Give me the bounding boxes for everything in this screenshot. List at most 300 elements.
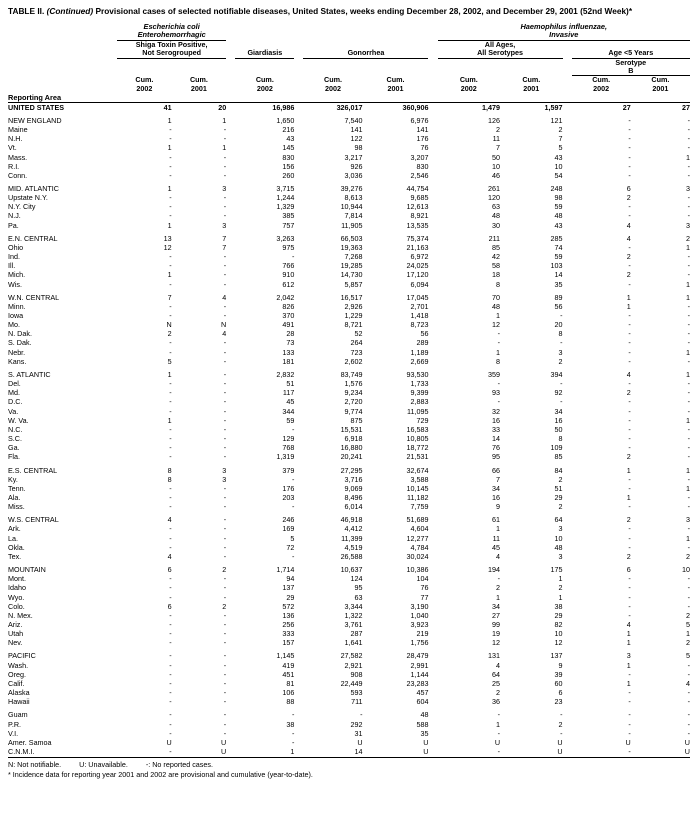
cell-gonorrhea-cum-2002: 7,268 xyxy=(344,252,363,262)
column-separator xyxy=(563,484,572,493)
cell-hflu-b-cum-2002: - xyxy=(628,688,631,698)
column-separator xyxy=(294,466,303,475)
cell-hflu-b-cum-2001: - xyxy=(687,434,690,444)
column-separator xyxy=(428,261,437,270)
row-area-label: Ark. xyxy=(8,524,21,534)
cell-ecoli-cum-2001: 1 xyxy=(222,115,227,125)
cell-gonorrhea-cum-2002: 3,217 xyxy=(344,152,363,162)
column-separator xyxy=(294,574,303,583)
row-area-label: Wis. xyxy=(8,279,22,289)
cell-giardiasis-cum-2002: 3,715 xyxy=(276,183,295,193)
cell-ecoli-cum-2002: - xyxy=(169,338,172,348)
column-separator xyxy=(226,493,235,502)
cell-hflu-b-cum-2001: 1 xyxy=(686,242,690,252)
column-separator xyxy=(563,710,572,719)
column-separator xyxy=(428,710,437,719)
cell-ecoli-cum-2002: - xyxy=(169,443,172,453)
row-area-label: Ariz. xyxy=(8,620,23,629)
cell-gonorrhea-cum-2002: 19,285 xyxy=(340,261,363,271)
row-area-label: E.N. CENTRAL xyxy=(8,233,58,243)
column-separator xyxy=(226,211,235,220)
column-separator xyxy=(294,280,303,289)
column-separator xyxy=(294,738,303,747)
cell-hflu-b-cum-2002: - xyxy=(628,728,631,738)
cell-hflu-b-cum-2002: 1 xyxy=(626,678,631,688)
cell-hflu-all-cum-2001: 2 xyxy=(558,502,563,512)
cell-hflu-b-cum-2002: 1 xyxy=(626,465,631,475)
cell-hflu-all-cum-2002: 34 xyxy=(492,601,501,611)
cell-hflu-all-cum-2002: 120 xyxy=(488,193,501,203)
table-row xyxy=(8,388,690,397)
column-separator xyxy=(226,270,235,279)
cell-hflu-b-cum-2002: - xyxy=(628,434,631,444)
cell-hflu-all-cum-2002: 2 xyxy=(496,583,501,593)
cell-ecoli-cum-2001: - xyxy=(223,397,227,407)
cell-giardiasis-cum-2002: 29 xyxy=(286,592,295,602)
column-separator xyxy=(563,379,572,388)
column-separator xyxy=(428,134,437,143)
cell-gonorrhea-cum-2001: 141 xyxy=(416,125,429,135)
cell-hflu-b-cum-2002: - xyxy=(628,347,631,357)
cell-gonorrhea-cum-2001: 23,283 xyxy=(406,678,429,688)
cell-hflu-b-cum-2001: - xyxy=(687,492,690,502)
column-separator xyxy=(428,638,437,647)
row-area-label: Nebr. xyxy=(8,347,26,357)
header-cum-ecoli-2002: Cum. 2002 xyxy=(135,75,154,93)
cell-ecoli-cum-2001: - xyxy=(223,592,227,602)
cell-hflu-b-cum-2001: 3 xyxy=(686,515,690,525)
column-separator xyxy=(428,252,437,261)
cell-hflu-b-cum-2002: - xyxy=(628,202,631,212)
cell-hflu-b-cum-2002: - xyxy=(628,542,631,552)
column-separator xyxy=(563,524,572,533)
cell-hflu-all-cum-2001: 109 xyxy=(550,443,563,453)
cell-hflu-all-cum-2002: 93 xyxy=(492,388,501,398)
row-area-label: C.N.M.I. xyxy=(8,747,35,757)
column-separator xyxy=(294,443,303,452)
column-separator xyxy=(428,466,437,475)
cell-hflu-b-cum-2001: - xyxy=(687,202,690,212)
cell-gonorrhea-cum-2002: 2,720 xyxy=(344,397,363,407)
column-separator xyxy=(226,143,235,152)
cell-hflu-b-cum-2001: - xyxy=(687,592,690,602)
column-separator xyxy=(428,629,437,638)
header-cum-hflu-b-2002: Cum. 2002 xyxy=(592,75,611,93)
column-separator xyxy=(226,280,235,289)
cell-hflu-b-cum-2001: - xyxy=(687,356,690,366)
row-area-label: N.C. xyxy=(8,424,23,434)
column-separator xyxy=(563,348,572,357)
cell-hflu-all-cum-2002: 27 xyxy=(492,610,501,620)
header-age5: Age <5 Years xyxy=(572,40,690,58)
cell-hflu-all-cum-2001: 92 xyxy=(554,388,563,398)
column-separator xyxy=(563,638,572,647)
cell-hflu-all-cum-2001: 1,597 xyxy=(544,102,563,112)
cell-gonorrhea-cum-2001: 8,921 xyxy=(410,211,429,221)
column-separator xyxy=(226,116,235,125)
column-separator xyxy=(563,357,572,366)
cell-ecoli-cum-2001: 20 xyxy=(218,102,227,112)
row-area-label: R.I. xyxy=(8,161,20,171)
cell-gonorrhea-cum-2002: 1,641 xyxy=(344,638,363,648)
cell-ecoli-cum-2002: 41 xyxy=(163,102,172,112)
table-row xyxy=(8,125,690,134)
cell-hflu-b-cum-2002: - xyxy=(628,397,631,407)
cell-giardiasis-cum-2002: 830 xyxy=(282,152,295,162)
cell-ecoli-cum-2001: - xyxy=(223,356,227,366)
cell-gonorrhea-cum-2001: 6,094 xyxy=(410,279,429,289)
cell-giardiasis-cum-2002: 491 xyxy=(282,320,295,330)
cell-gonorrhea-cum-2002: 287 xyxy=(350,629,363,639)
cell-hflu-b-cum-2002: 4 xyxy=(626,369,631,379)
cell-gonorrhea-cum-2002: 122 xyxy=(350,134,363,144)
column-separator xyxy=(226,171,235,180)
cell-gonorrhea-cum-2002: 39,276 xyxy=(340,183,363,193)
cell-giardiasis-cum-2002: 136 xyxy=(282,610,295,620)
cell-ecoli-cum-2001: - xyxy=(223,379,227,389)
cell-hflu-b-cum-2002: 2 xyxy=(626,270,631,280)
column-separator xyxy=(563,611,572,620)
row-area-label: UNITED STATES xyxy=(8,102,65,112)
cell-hflu-all-cum-2001: 2 xyxy=(558,125,563,135)
cell-ecoli-cum-2002: - xyxy=(169,397,172,407)
cell-hflu-all-cum-2002: 16 xyxy=(492,415,501,425)
column-separator xyxy=(294,397,303,406)
cell-ecoli-cum-2002: - xyxy=(169,592,172,602)
cell-ecoli-cum-2002: - xyxy=(169,492,172,502)
row-area-label: Ala. xyxy=(8,492,21,502)
header-cum-hflu-b-2001: Cum. 2001 xyxy=(651,75,670,93)
cell-hflu-b-cum-2002: - xyxy=(628,415,631,425)
cell-gonorrhea-cum-2001: U xyxy=(423,737,429,747)
cell-gonorrhea-cum-2002: 711 xyxy=(351,697,363,707)
column-separator xyxy=(563,720,572,729)
cell-ecoli-cum-2002: - xyxy=(169,211,172,221)
cell-hflu-b-cum-2001: - xyxy=(687,474,690,484)
cell-hflu-b-cum-2002: 1 xyxy=(626,660,631,670)
column-separator xyxy=(226,565,235,574)
cell-hflu-all-cum-2002: 194 xyxy=(488,565,501,575)
cell-hflu-all-cum-2002: - xyxy=(497,747,501,757)
column-separator xyxy=(428,602,437,611)
cell-ecoli-cum-2001: 7 xyxy=(222,242,227,252)
cell-ecoli-cum-2001: - xyxy=(223,651,227,661)
table-row xyxy=(8,747,690,756)
cell-hflu-b-cum-2001: 2 xyxy=(686,551,690,561)
cell-ecoli-cum-2001: - xyxy=(223,551,227,561)
column-separator xyxy=(226,134,235,143)
cell-ecoli-cum-2002: 7 xyxy=(167,292,172,302)
cell-giardiasis-cum-2002: 385 xyxy=(282,211,295,221)
cell-hflu-b-cum-2001: 2 xyxy=(686,638,690,648)
footnotes xyxy=(8,760,690,779)
cell-gonorrhea-cum-2001: 588 xyxy=(416,719,429,729)
column-separator xyxy=(294,162,303,171)
cell-ecoli-cum-2001: - xyxy=(223,125,227,135)
cell-gonorrhea-cum-2001: 30,024 xyxy=(406,551,429,561)
cell-giardiasis-cum-2002: 145 xyxy=(282,143,295,153)
column-separator xyxy=(428,338,437,347)
cell-gonorrhea-cum-2002: 7,814 xyxy=(344,211,363,221)
column-separator xyxy=(428,502,437,511)
table-row xyxy=(8,466,690,475)
row-area-label: Mo. xyxy=(8,320,20,330)
column-separator xyxy=(428,738,437,747)
column-separator xyxy=(428,697,437,706)
cell-hflu-b-cum-2001: 1 xyxy=(686,533,690,543)
footnote-u: U: Unavailable. xyxy=(79,760,128,770)
column-separator xyxy=(226,638,235,647)
cell-hflu-all-cum-2001: 74 xyxy=(554,242,563,252)
cell-giardiasis-cum-2002: 169 xyxy=(282,524,295,534)
column-separator xyxy=(226,670,235,679)
header-gonorrhea: Gonorrhea xyxy=(303,40,428,58)
table-row xyxy=(8,211,690,220)
column-separator xyxy=(226,357,235,366)
table-row xyxy=(8,710,690,719)
column-separator xyxy=(294,202,303,211)
row-area-label: S.C. xyxy=(8,434,22,444)
cell-giardiasis-cum-2002: 181 xyxy=(282,356,295,366)
cell-hflu-b-cum-2001: - xyxy=(687,134,690,144)
cell-gonorrhea-cum-2001: 56 xyxy=(420,329,429,339)
table-row xyxy=(8,611,690,620)
cell-hflu-b-cum-2002: - xyxy=(628,242,631,252)
cell-hflu-all-cum-2001: 8 xyxy=(558,329,563,339)
header-cum-hflu-all-2001: Cum. 2001 xyxy=(522,75,541,93)
cell-ecoli-cum-2002: 5 xyxy=(167,356,172,366)
cell-giardiasis-cum-2002: 1,319 xyxy=(276,452,295,462)
cell-hflu-all-cum-2002: 8 xyxy=(496,356,501,366)
cell-hflu-all-cum-2001: 3 xyxy=(558,524,563,534)
table-row xyxy=(8,261,690,270)
cell-hflu-b-cum-2002: 1 xyxy=(626,492,631,502)
cell-ecoli-cum-2002: - xyxy=(169,434,172,444)
cell-hflu-all-cum-2002: 8 xyxy=(496,279,501,289)
cell-hflu-b-cum-2001: - xyxy=(687,424,690,434)
column-separator xyxy=(294,221,303,230)
header-hflu-group: Haemophilus influenzae, Invasive xyxy=(438,23,690,41)
cell-ecoli-cum-2001: 4 xyxy=(222,292,227,302)
cell-ecoli-cum-2001: - xyxy=(223,443,227,453)
title-prefix: TABLE II. xyxy=(8,6,45,16)
table-row xyxy=(8,184,690,193)
cell-hflu-all-cum-2002: 7 xyxy=(496,143,501,153)
cell-giardiasis-cum-2002: - xyxy=(291,728,295,738)
column-separator xyxy=(428,270,437,279)
cell-giardiasis-cum-2002: 256 xyxy=(282,620,295,629)
cell-hflu-all-cum-2001: 29 xyxy=(554,610,563,620)
table-row xyxy=(8,116,690,125)
cell-hflu-all-cum-2002: - xyxy=(497,728,501,738)
column-separator xyxy=(428,193,437,202)
cell-hflu-all-cum-2001: 2 xyxy=(558,474,563,484)
cell-hflu-all-cum-2001: 6 xyxy=(558,688,563,698)
column-separator xyxy=(294,720,303,729)
cell-hflu-all-cum-2001: 7 xyxy=(558,134,563,144)
cell-ecoli-cum-2002: - xyxy=(169,388,172,398)
cell-hflu-all-cum-2001: 2 xyxy=(558,356,563,366)
cell-hflu-b-cum-2002: - xyxy=(628,574,631,584)
column-separator xyxy=(294,388,303,397)
cell-ecoli-cum-2002: - xyxy=(169,669,172,679)
cell-hflu-b-cum-2001: - xyxy=(687,193,690,203)
cell-hflu-all-cum-2001: 10 xyxy=(554,629,563,639)
cell-gonorrhea-cum-2001: 12,277 xyxy=(406,533,429,543)
cell-ecoli-cum-2001: - xyxy=(223,369,227,379)
column-separator xyxy=(226,710,235,719)
cell-gonorrhea-cum-2001: 3,923 xyxy=(410,620,429,629)
column-separator xyxy=(294,252,303,261)
column-separator xyxy=(226,534,235,543)
cell-giardiasis-cum-2002: 45 xyxy=(286,397,295,407)
cell-gonorrhea-cum-2002: 83,749 xyxy=(340,369,363,379)
column-separator xyxy=(226,162,235,171)
cell-giardiasis-cum-2002: 88 xyxy=(286,697,295,707)
cell-hflu-all-cum-2002: 25 xyxy=(492,678,501,688)
cell-giardiasis-cum-2002: 1 xyxy=(290,747,295,757)
column-separator xyxy=(226,153,235,162)
table-row xyxy=(8,738,690,747)
table-row xyxy=(8,143,690,152)
cell-gonorrhea-cum-2001: 35 xyxy=(420,728,429,738)
cell-gonorrhea-cum-2001: 604 xyxy=(416,697,429,707)
cell-hflu-all-cum-2002: 61 xyxy=(492,515,501,525)
cell-gonorrhea-cum-2002: 20,241 xyxy=(340,452,363,462)
cell-hflu-b-cum-2002: 1 xyxy=(626,629,631,639)
cell-hflu-all-cum-2001: 59 xyxy=(554,252,563,262)
column-separator xyxy=(226,193,235,202)
table-row xyxy=(8,543,690,552)
column-separator xyxy=(294,565,303,574)
cell-hflu-b-cum-2001: 1 xyxy=(686,292,690,302)
cell-hflu-b-cum-2002: 2 xyxy=(626,193,631,203)
row-area-label: Calif. xyxy=(8,678,25,688)
column-separator xyxy=(563,125,572,134)
cell-hflu-b-cum-2001: 1 xyxy=(686,415,690,425)
row-area-label: Ohio xyxy=(8,242,24,252)
cell-gonorrhea-cum-2002: 9,234 xyxy=(344,388,363,398)
cell-hflu-all-cum-2001: - xyxy=(560,311,563,320)
cell-gonorrhea-cum-2002: 46,918 xyxy=(340,515,363,525)
table-row xyxy=(8,397,690,406)
cell-hflu-all-cum-2002: 211 xyxy=(488,233,501,243)
column-separator xyxy=(294,261,303,270)
cell-gonorrhea-cum-2002: 141 xyxy=(350,125,363,135)
cell-giardiasis-cum-2002: 129 xyxy=(282,434,295,444)
column-separator xyxy=(428,171,437,180)
cell-hflu-all-cum-2001: 60 xyxy=(554,678,563,688)
cell-ecoli-cum-2002: - xyxy=(169,697,172,707)
column-separator xyxy=(428,475,437,484)
cell-hflu-all-cum-2001: 43 xyxy=(554,152,563,162)
cell-ecoli-cum-2001: U xyxy=(221,737,227,747)
column-separator xyxy=(563,583,572,592)
column-separator xyxy=(563,729,572,738)
cell-giardiasis-cum-2002: 370 xyxy=(282,311,295,320)
cell-hflu-all-cum-2002: 58 xyxy=(492,261,501,271)
cell-hflu-b-cum-2001: - xyxy=(687,379,690,389)
cell-hflu-b-cum-2001: - xyxy=(687,388,690,398)
cell-ecoli-cum-2002: - xyxy=(169,638,172,648)
cell-ecoli-cum-2001: - xyxy=(223,678,227,688)
cell-ecoli-cum-2001: - xyxy=(223,347,227,357)
column-separator xyxy=(563,329,572,338)
cell-giardiasis-cum-2002: 51 xyxy=(286,379,295,389)
cell-giardiasis-cum-2002: 216 xyxy=(282,125,295,135)
table-row xyxy=(8,311,690,320)
column-separator xyxy=(428,243,437,252)
cell-gonorrhea-cum-2001: 3,588 xyxy=(410,474,429,484)
cell-hflu-all-cum-2001: 1 xyxy=(558,574,563,584)
column-separator xyxy=(563,565,572,574)
cell-ecoli-cum-2001: - xyxy=(223,270,227,280)
cell-hflu-b-cum-2002: 2 xyxy=(626,515,631,525)
cell-gonorrhea-cum-2002: 11,399 xyxy=(341,533,363,543)
cell-hflu-b-cum-2002: - xyxy=(628,583,631,593)
column-separator xyxy=(294,710,303,719)
column-separator xyxy=(294,638,303,647)
cell-ecoli-cum-2001: U xyxy=(221,747,227,757)
cell-ecoli-cum-2001: - xyxy=(223,388,227,398)
cell-gonorrhea-cum-2002: 95 xyxy=(354,583,363,593)
cell-hflu-all-cum-2001: 29 xyxy=(554,492,563,502)
column-separator xyxy=(226,125,235,134)
column-separator xyxy=(563,738,572,747)
cell-hflu-b-cum-2001: 2 xyxy=(686,233,690,243)
cell-hflu-all-cum-2001: 51 xyxy=(554,483,563,493)
cell-gonorrhea-cum-2001: 6,972 xyxy=(410,252,429,262)
header-ecoli-group: Escherichia coli Enterohemorrhagic xyxy=(117,23,226,41)
column-separator xyxy=(294,629,303,638)
cell-gonorrhea-cum-2002: 10,637 xyxy=(340,565,363,575)
cell-ecoli-cum-2002: - xyxy=(169,125,172,135)
column-separator xyxy=(428,211,437,220)
column-separator xyxy=(563,261,572,270)
cell-ecoli-cum-2001: - xyxy=(223,134,227,144)
cell-hflu-b-cum-2002: 2 xyxy=(626,252,631,262)
cell-hflu-b-cum-2001: 1 xyxy=(686,347,690,357)
column-separator xyxy=(226,720,235,729)
column-separator xyxy=(294,184,303,193)
column-separator xyxy=(428,370,437,379)
cell-hflu-b-cum-2002: - xyxy=(628,424,631,434)
column-separator xyxy=(428,397,437,406)
column-separator xyxy=(428,524,437,533)
cell-giardiasis-cum-2002: 419 xyxy=(282,660,295,670)
cell-gonorrhea-cum-2002: 19,363 xyxy=(340,242,363,252)
row-area-label: Wyo. xyxy=(8,592,25,602)
row-area-label: Pa. xyxy=(8,220,19,230)
cell-hflu-all-cum-2002: 30 xyxy=(492,220,501,230)
cell-hflu-b-cum-2002: 1 xyxy=(626,292,631,302)
table-row xyxy=(8,651,690,660)
table-row xyxy=(8,574,690,583)
column-separator xyxy=(226,484,235,493)
row-area-label: Mass. xyxy=(8,152,28,162)
cell-hflu-all-cum-2002: 76 xyxy=(492,443,501,453)
cell-hflu-b-cum-2001: 3 xyxy=(686,183,690,193)
cell-ecoli-cum-2002: - xyxy=(169,610,172,620)
column-separator xyxy=(428,425,437,434)
row-area-label: Oreg. xyxy=(8,669,26,679)
column-separator xyxy=(294,484,303,493)
cell-gonorrhea-cum-2001: 1,756 xyxy=(410,638,429,648)
cell-gonorrhea-cum-2001: 1,733 xyxy=(410,379,429,389)
cell-gonorrhea-cum-2002: 6,014 xyxy=(344,502,363,512)
cell-giardiasis-cum-2002: 766 xyxy=(282,261,295,271)
row-area-label: PACIFIC xyxy=(8,651,36,661)
